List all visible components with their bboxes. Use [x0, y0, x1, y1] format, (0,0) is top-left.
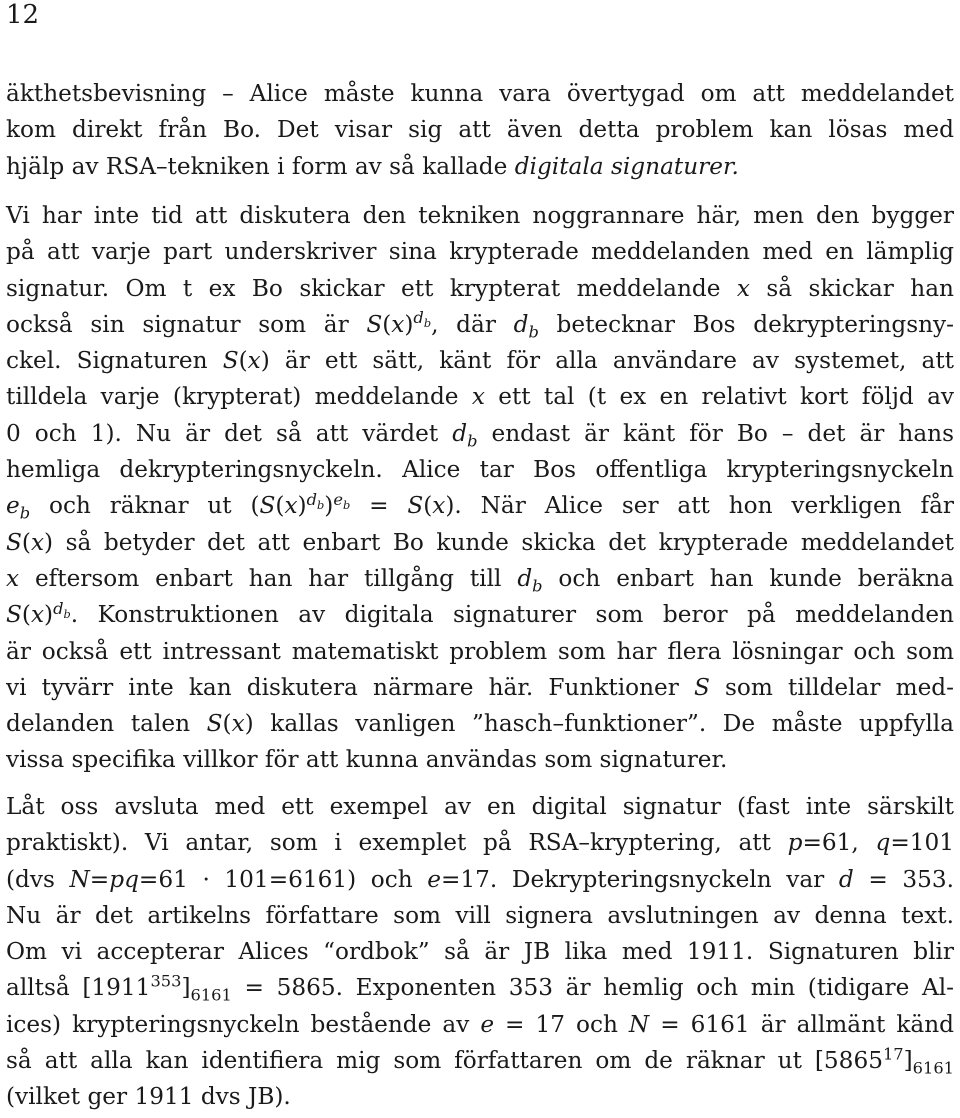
text-line: äkthetsbevisning – Alice måste kunna vara övertygad om att meddelandet	[6, 80, 954, 107]
text-line: Om vi accepterar Alices “ordbok” så är JB lika med 1911. Signaturen blir	[6, 938, 954, 966]
text-line: (dvs N=pq=61 · 101=6161) och e=17. Dekrypteringsnyckeln var d = 353.	[6, 865, 954, 893]
text-line: tilldela varje (krypterat) meddelande x ett tal (t ex en relativt kort följd av	[6, 383, 954, 411]
text-line: signatur. Om t ex Bo skickar ett krypterat meddelande x så skickar han	[6, 274, 954, 302]
text-line: alltså $[1911^{353}]_{6161} = 5865$. Exponenten 353 är hemlig och min (tidigare Al-	[6, 971, 954, 1006]
text-line: också sin signatur som är $S(x)^{d_b}$, där $d_b$ betecknar Bos dekrypteringsny-	[6, 308, 954, 342]
paragraph-1	[6, 76, 954, 185]
text-line: ices) krypteringsnyckeln bestående av e = 17 och N = 6161 är allmänt känd	[6, 1010, 954, 1038]
paragraph-3	[6, 789, 954, 1116]
text-line: 0 och 1). Nu är det så att värdet $d_b$ endast är känt för Bo – det är hans	[6, 419, 954, 451]
text-line: praktiskt). Vi antar, som i exemplet på RSA–kryptering, att p=61, q=101	[6, 829, 954, 857]
paragraph-2	[6, 198, 954, 779]
text-line: så att alla kan identifiera mig som författaren om de räknar ut $[5865^{17}]_{6161}$	[6, 1044, 954, 1078]
text-line: Nu är det artikelns författare som vill signera avslutningen av denna text.	[6, 901, 954, 929]
text-line: hemliga dekrypteringsnyckeln. Alice tar Bos offentliga krypteringsnyckeln	[6, 456, 954, 484]
text-line: vi tyvärr inte kan diskutera närmare här. Funktioner S som tilldelar med-	[6, 673, 954, 701]
text-line: delanden talen S(x) kallas vanligen ”hasch–funktioner”. De måste uppfylla	[6, 710, 954, 738]
text-line: vissa specifika villkor för att kunna användas som signaturer.	[6, 746, 728, 774]
text-line: ckel. Signaturen S(x) är ett sätt, känt för alla användare av systemet, att	[6, 347, 954, 375]
page-number: 12	[6, 0, 40, 30]
text-line: hjälp av RSA–tekniken i form av så kallade digitala signaturer.	[6, 152, 739, 180]
text-line: $S(x)^{d_b}$. Konstruktionen av digitala signaturer som beror på meddelanden	[6, 598, 954, 629]
text-line: Låt oss avsluta med ett exempel av en digital signatur (fast inte särskilt	[6, 793, 954, 820]
text-line: S(x) så betyder det att enbart Bo kunde skicka det krypterade meddelandet	[6, 528, 954, 556]
text-line: är också ett intressant matematiskt problem som har flera lösningar och som	[6, 637, 954, 665]
text-line: (vilket ger 1911 dvs JB).	[6, 1083, 291, 1111]
text-line: Vi har inte tid att diskutera den tekniken noggrannare här, men den bygger	[6, 202, 954, 229]
text-line: x eftersom enbart han har tillgång till $d_b$ och enbart han kunde beräkna	[6, 564, 954, 596]
text-line: på att varje part underskriver sina krypterade meddelanden med en lämplig	[6, 238, 954, 266]
text-line: kom direkt från Bo. Det visar sig att även detta problem kan lösas med	[6, 116, 954, 144]
text-line: $e_b$ och räknar ut $(S(x)^{d_b})^{e_b} = S(x)$. När Alice ser att hon verkligen får	[6, 489, 954, 524]
